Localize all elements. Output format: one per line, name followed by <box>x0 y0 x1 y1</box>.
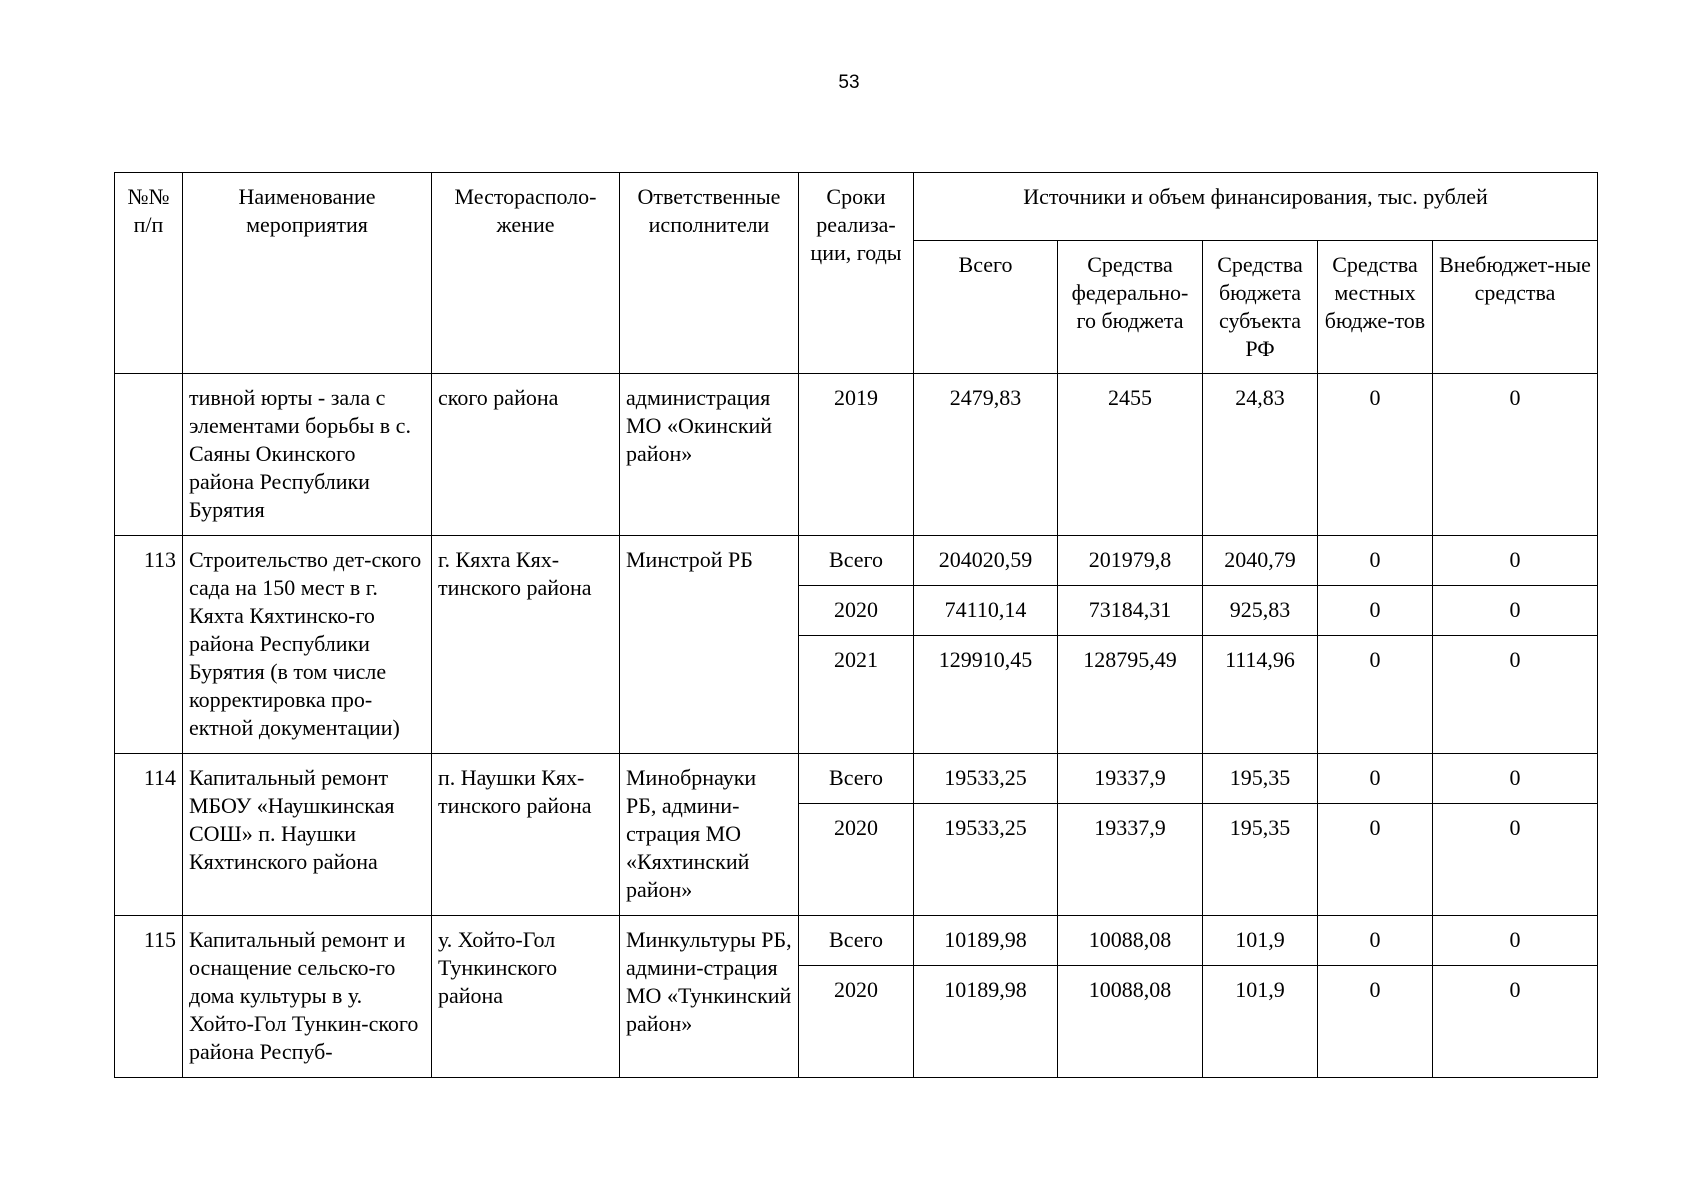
funding-table <box>114 172 1598 1078</box>
row-responsible: администрация МО «Окинский район» <box>620 374 799 536</box>
table-row <box>115 916 1598 966</box>
row-num: 114 <box>115 754 183 916</box>
row-federal: 10088,08 <box>1058 966 1203 1078</box>
row-num: 113 <box>115 536 183 754</box>
row-period: 2020 <box>799 804 914 916</box>
row-extra: 0 <box>1433 374 1598 536</box>
row-local: 0 <box>1318 754 1433 804</box>
row-total: 19533,25 <box>914 754 1058 804</box>
row-local: 0 <box>1318 536 1433 586</box>
row-period: 2020 <box>799 966 914 1078</box>
header-extra: Внебюджет-ные средства <box>1433 241 1598 374</box>
row-period: Всего <box>799 536 914 586</box>
row-extra: 0 <box>1433 636 1598 754</box>
row-federal: 10088,08 <box>1058 916 1203 966</box>
row-total: 10189,98 <box>914 916 1058 966</box>
row-total: 74110,14 <box>914 586 1058 636</box>
row-location: у. Хойто-Гол Тункинского района <box>432 916 620 1078</box>
row-subject: 1114,96 <box>1203 636 1318 754</box>
row-extra: 0 <box>1433 804 1598 916</box>
row-num: 115 <box>115 916 183 1078</box>
row-subject: 925,83 <box>1203 586 1318 636</box>
table-row <box>115 754 1598 804</box>
header-location: Месторасполо-жение <box>432 173 620 374</box>
row-local: 0 <box>1318 804 1433 916</box>
header-funding: Источники и объем финансирования, тыс. рублей <box>914 173 1598 241</box>
row-subject: 24,83 <box>1203 374 1318 536</box>
row-location: ского района <box>432 374 620 536</box>
row-subject: 101,9 <box>1203 916 1318 966</box>
row-period: Всего <box>799 916 914 966</box>
row-period: 2020 <box>799 586 914 636</box>
row-period: 2021 <box>799 636 914 754</box>
row-total: 2479,83 <box>914 374 1058 536</box>
row-name: тивной юрты - зала с элементами борьбы в с. Саяны Окинского района Республики Бурятия <box>183 374 432 536</box>
header-num: №№ п/п <box>115 173 183 374</box>
row-name: Капитальный ремонт МБОУ «Наушкинская СОШ» п. Наушки Кяхтинского района <box>183 754 432 916</box>
row-federal: 73184,31 <box>1058 586 1203 636</box>
row-total: 19533,25 <box>914 804 1058 916</box>
row-federal: 201979,8 <box>1058 536 1203 586</box>
row-location: г. Кяхта Кях-тинского района <box>432 536 620 754</box>
row-name: Строительство дет-ского сада на 150 мест в г. Кяхта Кяхтинско-го района Республики Бурятия (в том числе корректировка про-ектной документации) <box>183 536 432 754</box>
row-name: Капитальный ремонт и оснащение сельско-го дома культуры в у. Хойто-Гол Тункин-ского района Респуб- <box>183 916 432 1078</box>
row-local: 0 <box>1318 966 1433 1078</box>
header-responsible: Ответственные исполнители <box>620 173 799 374</box>
table-row <box>115 374 1598 536</box>
row-local: 0 <box>1318 916 1433 966</box>
header-subject: Средства бюджета субъекта РФ <box>1203 241 1318 374</box>
row-local: 0 <box>1318 374 1433 536</box>
page-number: 53 <box>838 72 860 93</box>
row-total: 129910,45 <box>914 636 1058 754</box>
row-responsible: Минстрой РБ <box>620 536 799 754</box>
row-period: Всего <box>799 754 914 804</box>
row-local: 0 <box>1318 586 1433 636</box>
header-local: Средства местных бюдже-тов <box>1318 241 1433 374</box>
row-federal: 2455 <box>1058 374 1203 536</box>
row-subject: 2040,79 <box>1203 536 1318 586</box>
row-subject: 101,9 <box>1203 966 1318 1078</box>
header-total: Всего <box>914 241 1058 374</box>
row-extra: 0 <box>1433 536 1598 586</box>
row-local: 0 <box>1318 636 1433 754</box>
row-total: 204020,59 <box>914 536 1058 586</box>
header-name: Наименование мероприятия <box>183 173 432 374</box>
header-period: Сроки реализа-ции, годы <box>799 173 914 374</box>
row-responsible: Минобрнауки РБ, админи-страция МО «Кяхтинский район» <box>620 754 799 916</box>
row-responsible: Минкультуры РБ, админи-страция МО «Тункинский район» <box>620 916 799 1078</box>
row-subject: 195,35 <box>1203 754 1318 804</box>
row-subject: 195,35 <box>1203 804 1318 916</box>
row-period: 2019 <box>799 374 914 536</box>
row-extra: 0 <box>1433 916 1598 966</box>
row-extra: 0 <box>1433 966 1598 1078</box>
row-total: 10189,98 <box>914 966 1058 1078</box>
table-row <box>115 536 1598 586</box>
row-extra: 0 <box>1433 754 1598 804</box>
row-location: п. Наушки Кях-тинского района <box>432 754 620 916</box>
row-extra: 0 <box>1433 586 1598 636</box>
row-num <box>115 374 183 536</box>
row-federal: 19337,9 <box>1058 804 1203 916</box>
row-federal: 128795,49 <box>1058 636 1203 754</box>
row-federal: 19337,9 <box>1058 754 1203 804</box>
header-federal: Средства федерально-го бюджета <box>1058 241 1203 374</box>
